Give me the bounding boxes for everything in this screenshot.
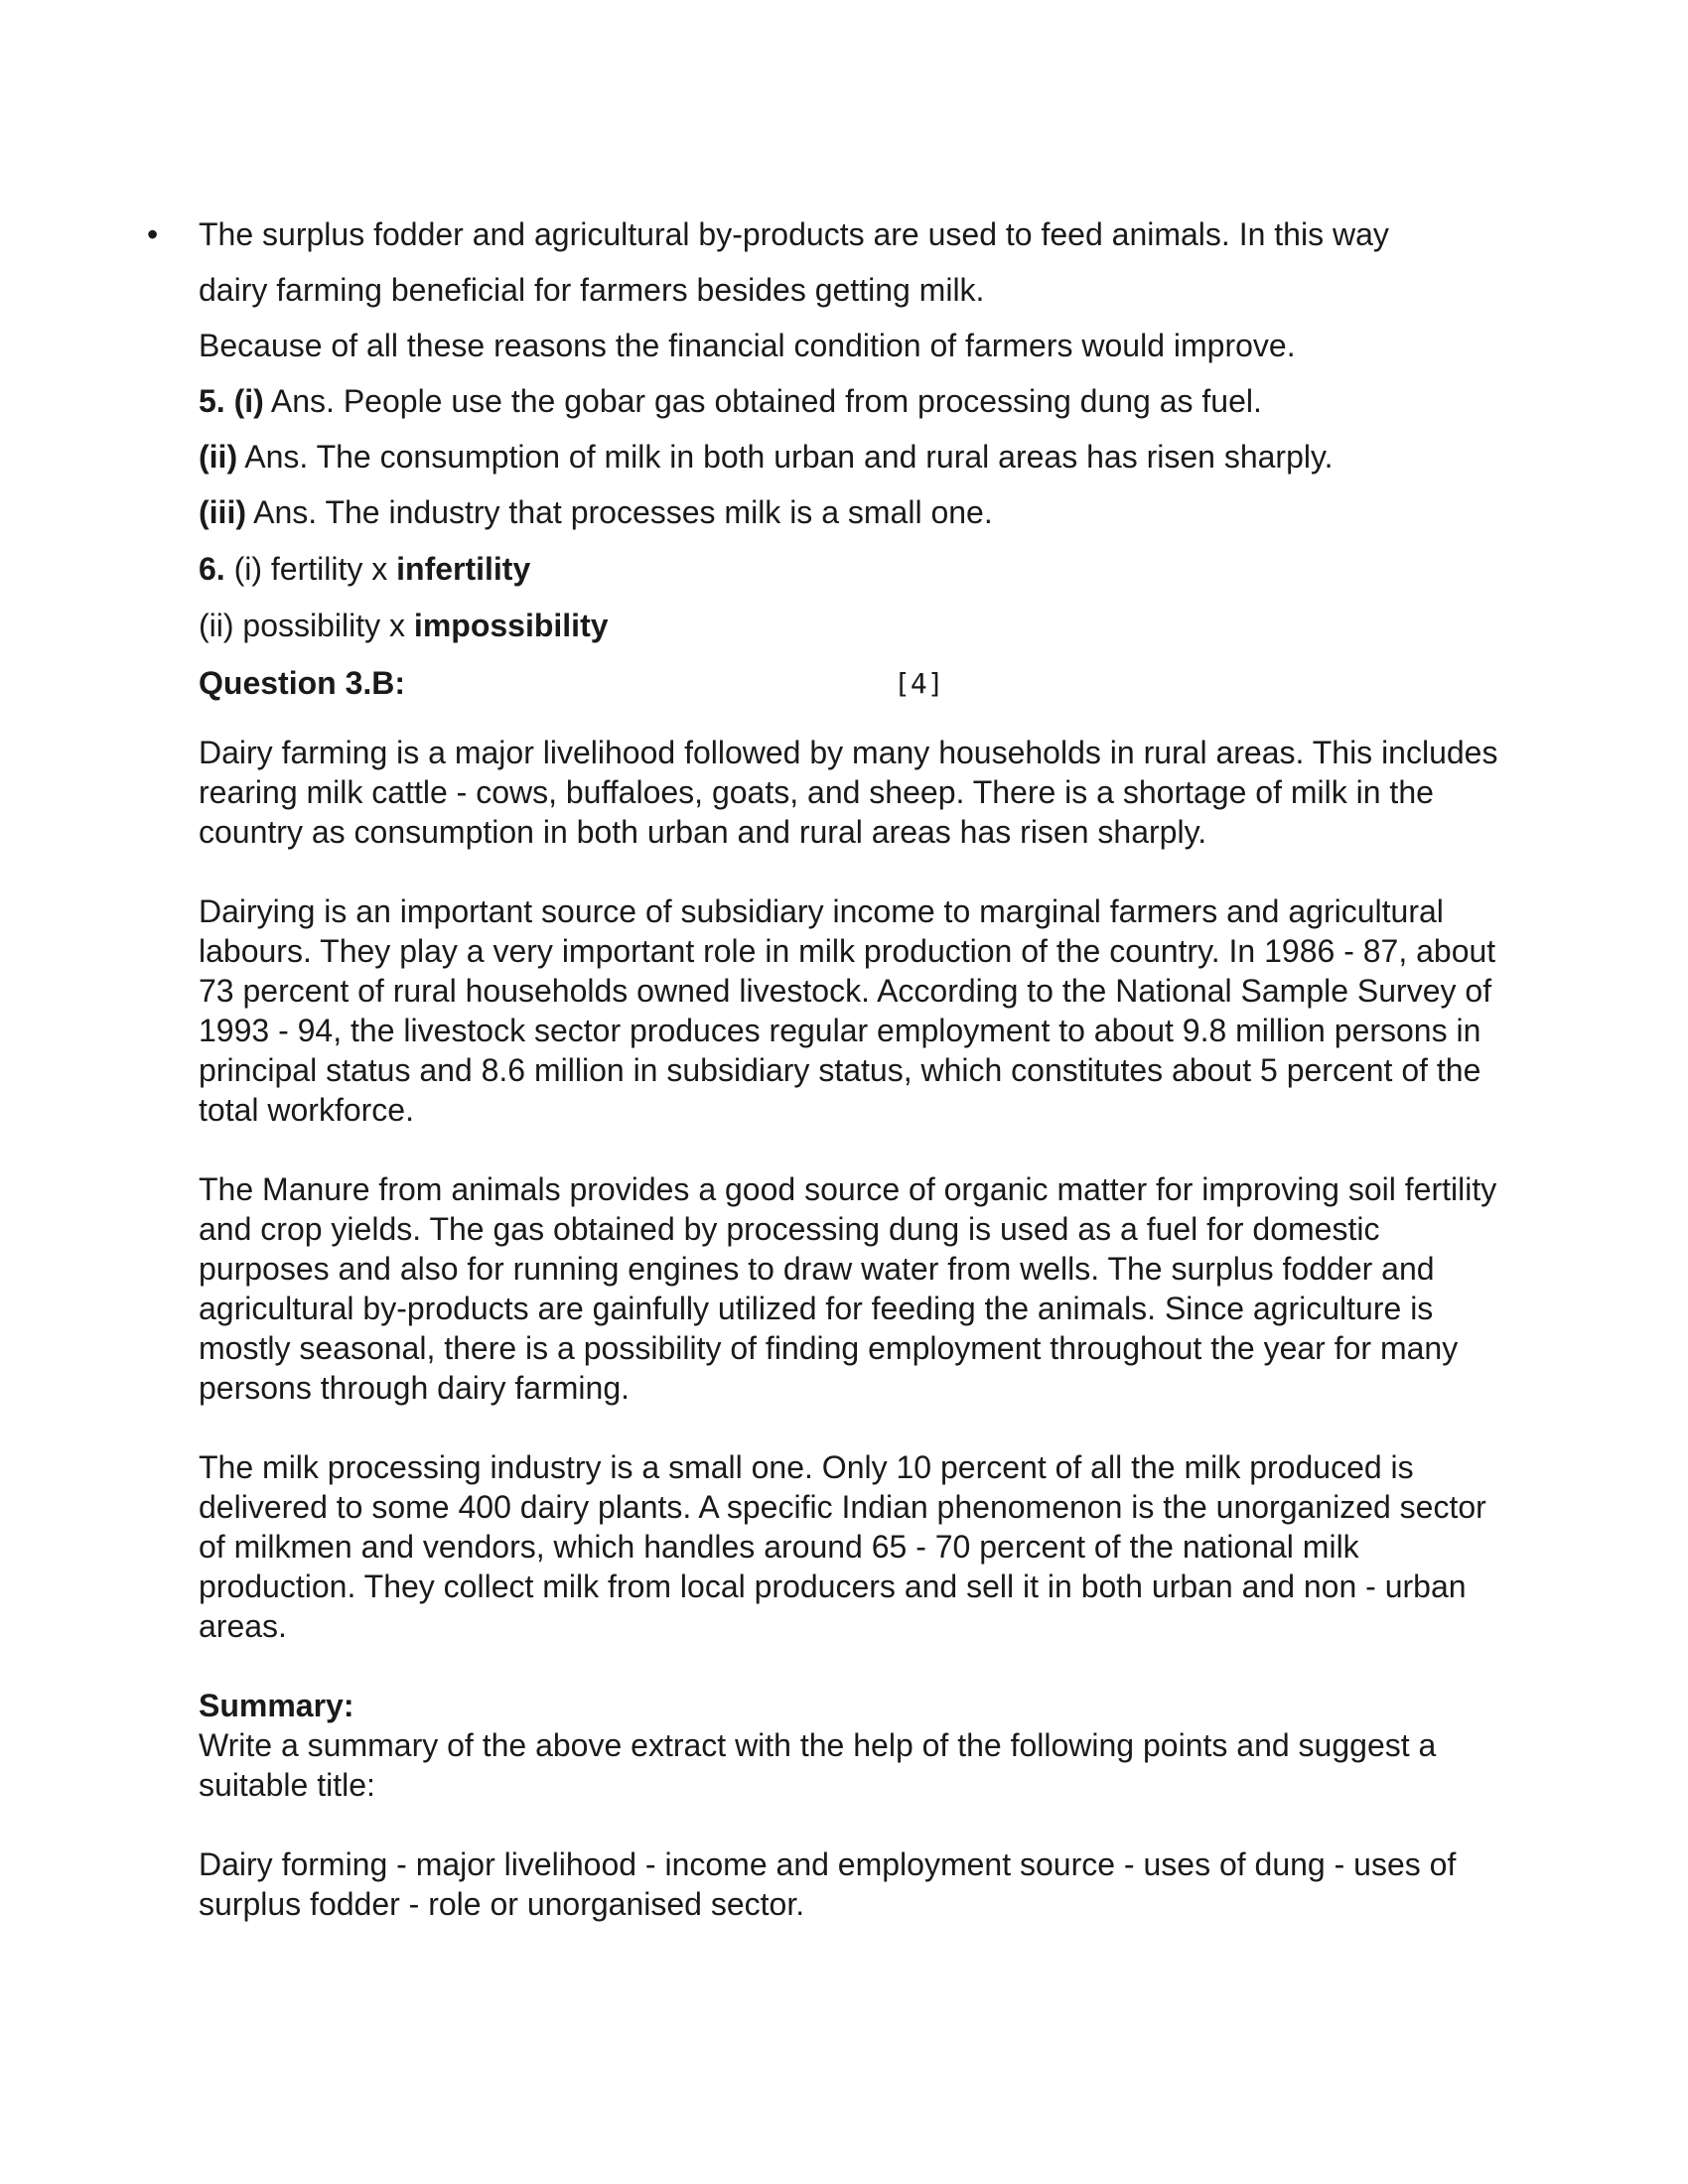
passage-paragraph-1: Dairy farming is a major livelihood followed by many households in rural areas. This includes rearing milk cattle - cows, buffaloes, goats, and sheep. There is a shortage of milk in the country as consumption in both urban and rural areas has risen sharply.	[199, 735, 1498, 850]
answer-bold-word: impossibility	[413, 608, 609, 643]
bullet-line-1: The surplus fodder and agricultural by-products are used to feed animals. In this way	[199, 216, 1389, 252]
answer-number: 5. (i)	[199, 383, 264, 419]
answer-number: (iii)	[199, 494, 246, 530]
bullet-dot: •	[147, 216, 159, 252]
summary-heading: Summary:	[199, 1688, 354, 1723]
question-heading: Question 3.B:	[199, 665, 406, 701]
passage-paragraph-2: Dairying is an important source of subsidiary income to marginal farmers and agricultural labours. They play a very important role in milk production of the country. In 1986 - 87, about 73 percent of rural households owned livestock. According to the National Sample Survey of 1993 - 94, the livestock sector produces regular employment to about 9.8 million persons in principal status and 8.6 million in subsidiary status, which constitutes about 5 percent of the total workforce.	[199, 893, 1496, 1128]
answer-text: (i) fertility x	[224, 551, 397, 587]
answer-text: Ans. The consumption of milk in both urban and rural areas has risen sharply.	[237, 439, 1334, 475]
conclusion-line: Because of all these reasons the financial condition of farmers would improve.	[199, 328, 1296, 363]
answer-bold-word: infertility	[396, 551, 531, 587]
passage-paragraph-3: The Manure from animals provides a good source of organic matter for improving soil fertility and crop yields. The gas obtained by processing dung is used as a fuel for domestic purposes and also for running engines to draw water from wells. The surplus fodder and agricultural by-products are gainfully utilized for feeding the animals. Since agriculture is mostly seasonal, there is a possibility of finding employment throughout the year for many persons through dairy farming.	[199, 1171, 1497, 1406]
passage-paragraph-4: The milk processing industry is a small one. Only 10 percent of all the milk produced is delivered to some 400 dairy plants. A specific Indian phenomenon is the unorganized sector of milkmen and vendors, which handles around 65 - 70 percent of the national milk production. They collect milk from local producers and sell it in both urban and non - urban areas.	[199, 1449, 1486, 1644]
answer-5-iii	[199, 492, 1509, 532]
answer-5-i	[199, 381, 1509, 421]
answer-text: Ans. People use the gobar gas obtained from processing dung as fuel.	[263, 383, 1262, 419]
answer-5-ii	[199, 437, 1509, 477]
answer-6-i	[199, 549, 1509, 589]
summary-instruction: Write a summary of the above extract with the help of the following points and suggest a suitable title:	[199, 1727, 1437, 1803]
summary-points: Dairy forming - major livelihood - income and employment source - uses of dung - uses of surplus fodder - role or unorganised sector.	[199, 1846, 1457, 1922]
answer-number: 6.	[199, 551, 225, 587]
answer-6-ii	[199, 606, 1509, 645]
bullet-line-2: dairy farming beneficial for farmers besides getting milk.	[199, 272, 985, 308]
question-marks: [4]	[894, 667, 944, 700]
answer-text: Ans. The industry that processes milk is a small one.	[245, 494, 993, 530]
answer-text: (ii) possibility x	[199, 608, 414, 643]
answer-number: (ii)	[199, 439, 238, 475]
